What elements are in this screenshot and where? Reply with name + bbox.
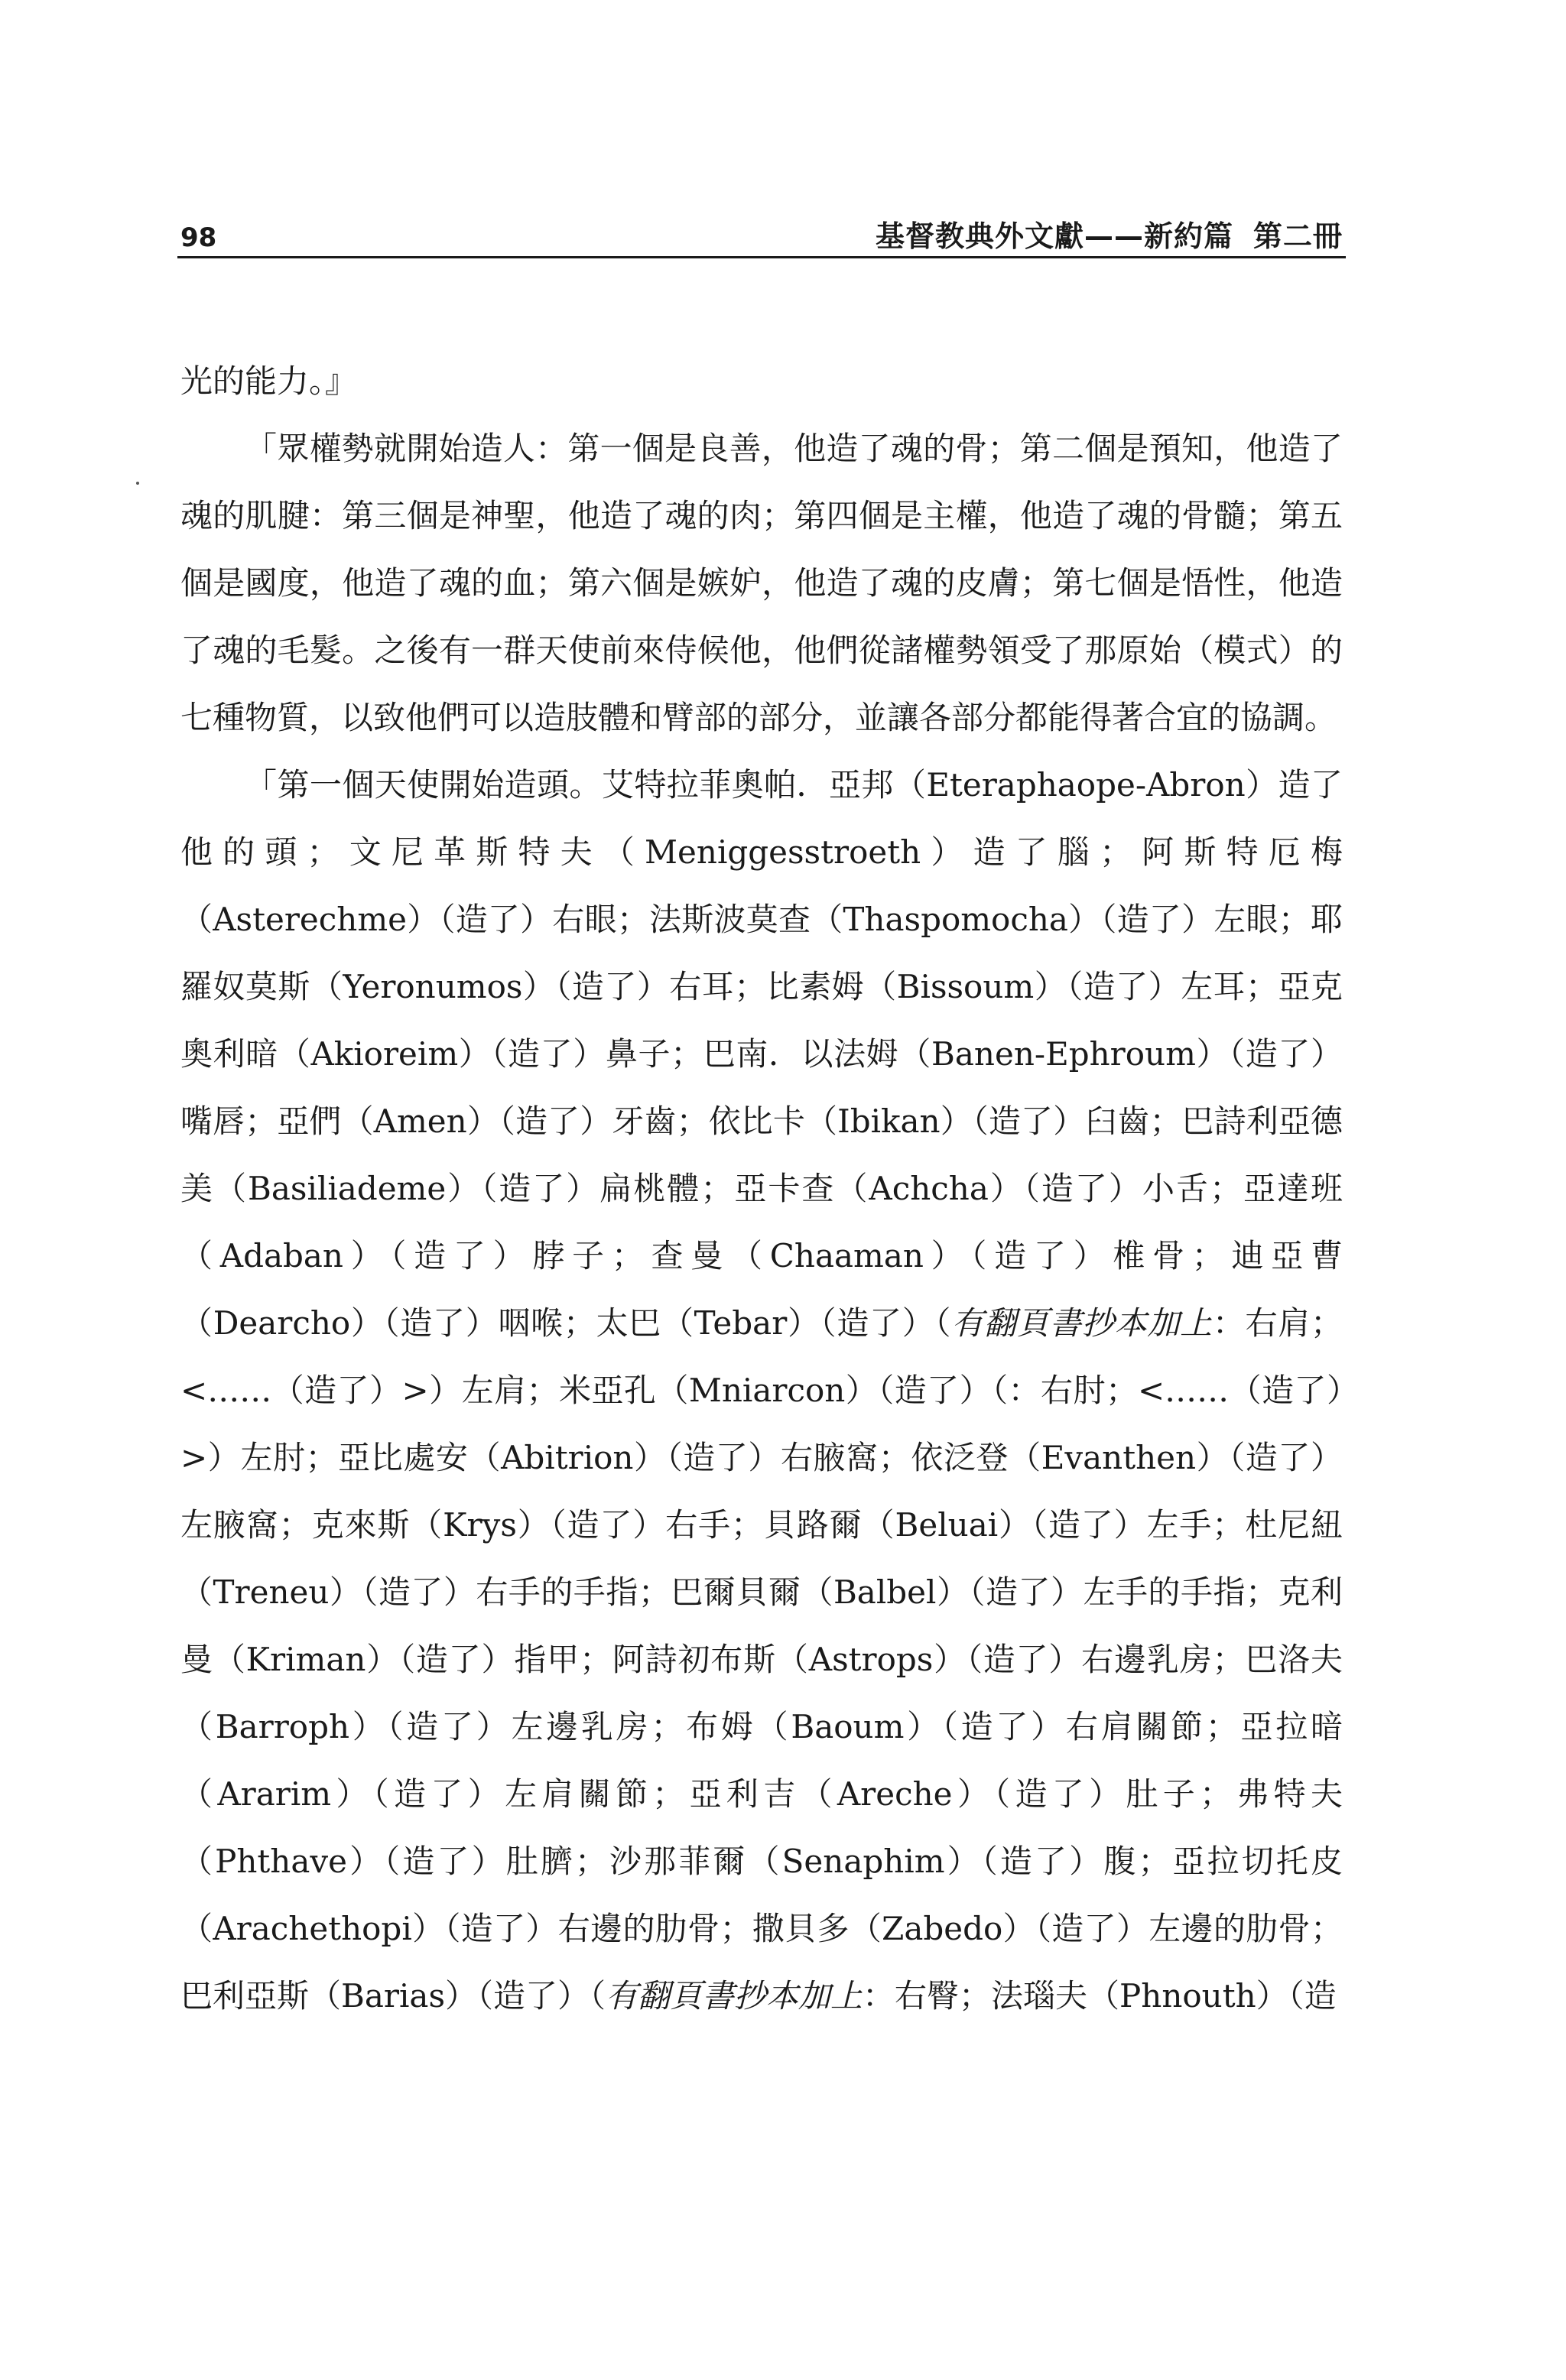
body-text <box>180 348 1343 2030</box>
paragraph-angels <box>180 752 1343 2030</box>
volume-label: 第二冊 <box>1252 219 1343 253</box>
manuscript-note-1: 有翻頁書抄本加上 <box>951 1304 1213 1342</box>
angels-text-part-1: 「第一個天使開始造頭。艾特拉菲奧帕．亞邦（Eteraphaope-Abron）造了他的頭；文尼革斯特夫（Meniggesstroeth）造了腦；阿斯特厄梅（Asterechme）（造了）右眼；法斯波莫查（Thaspomocha）（造了）左眼；耶羅奴莫斯（Yeronumos）（造了）右耳；比素姆（Bissoum）（造了）左耳；亞克奧利暗（Akioreim）（造了）鼻子；巴南．以法姆（Banen-Ephroum）（造了）嘴唇；亞們（Amen）（造了）牙齒；依比卡（Ibikan）（造了）臼齒；巴詩利亞德美（Basiliademe）（造了）扁桃體；亞卡查（Achcha）（造了）小舌；亞達班（Adaban）（造了）脖子；查曼（Chaaman）（造了）椎骨；迪亞曹（Dearcho）（造了）咽喉；太巴（Tebar）（造了）（ <box>180 766 1343 1342</box>
header-rule <box>177 256 1346 258</box>
page-number: 98 <box>180 222 217 253</box>
paragraph-powers: 「眾權勢就開始造人：第一個是良善，他造了魂的骨；第二個是預知，他造了魂的肌腱：第三個是神聖，他造了魂的肉；第四個是主權，他造了魂的骨髓；第五個是國度，他造了魂的血；第六個是嫉妒，他造了魂的皮膚；第七個是悟性，他造了魂的毛髮。之後有一群天使前來侍候他，他們從諸權勢領受了那原始（模式）的七種物質，以致他們可以造肢體和臂部的部分，並讓各部分都能得著合宜的協調。 <box>180 430 1343 736</box>
running-title <box>875 219 1343 253</box>
running-header <box>177 216 1346 258</box>
book-title: 基督教典外文獻——新約篇 <box>875 219 1233 253</box>
paragraph-continuation: 光的能力。』 <box>180 362 358 400</box>
manuscript-note-2: 有翻頁書抄本加上 <box>606 1977 863 2015</box>
angels-text-part-2: ：右肩；<……（造了）>）左肩；米亞孔（Mniarcon）（造了）（：右肘；<……（造了）>）左肘；亞比處安（Abitrion）（造了）右腋窩；依泛登（Evanthen）（造了）左腋窩；克來斯（Krys）（造了）右手；貝路爾（Beluai）（造了）左手；杜尼紐（Treneu）（造了）右手的手指；巴爾貝爾（Balbel）（造了）左手的手指；克利曼（Kriman）（造了）指甲；阿詩初布斯（Astrops）（造了）右邊乳房；巴洛夫（Barroph）（造了）左邊乳房；布姆（Baoum）（造了）右肩關節；亞拉暗（Ararim）（造了）左肩關節；亞利吉（Areche）（造了）肚子；弗特夫（Phthave）（造了）肚臍；沙那菲爾（Senaphim）（造了）腹；亞拉切托皮（Arachethopi）（造了）右邊的肋骨；撒貝多（Zabedo）（造了）左邊的肋骨；巴利亞斯（Barias）（造了）（ <box>180 1304 1343 2015</box>
margin-mark <box>136 482 139 485</box>
angels-text-part-3: ：右臀；法瑙夫（Phnouth）（造 <box>863 1977 1337 2015</box>
